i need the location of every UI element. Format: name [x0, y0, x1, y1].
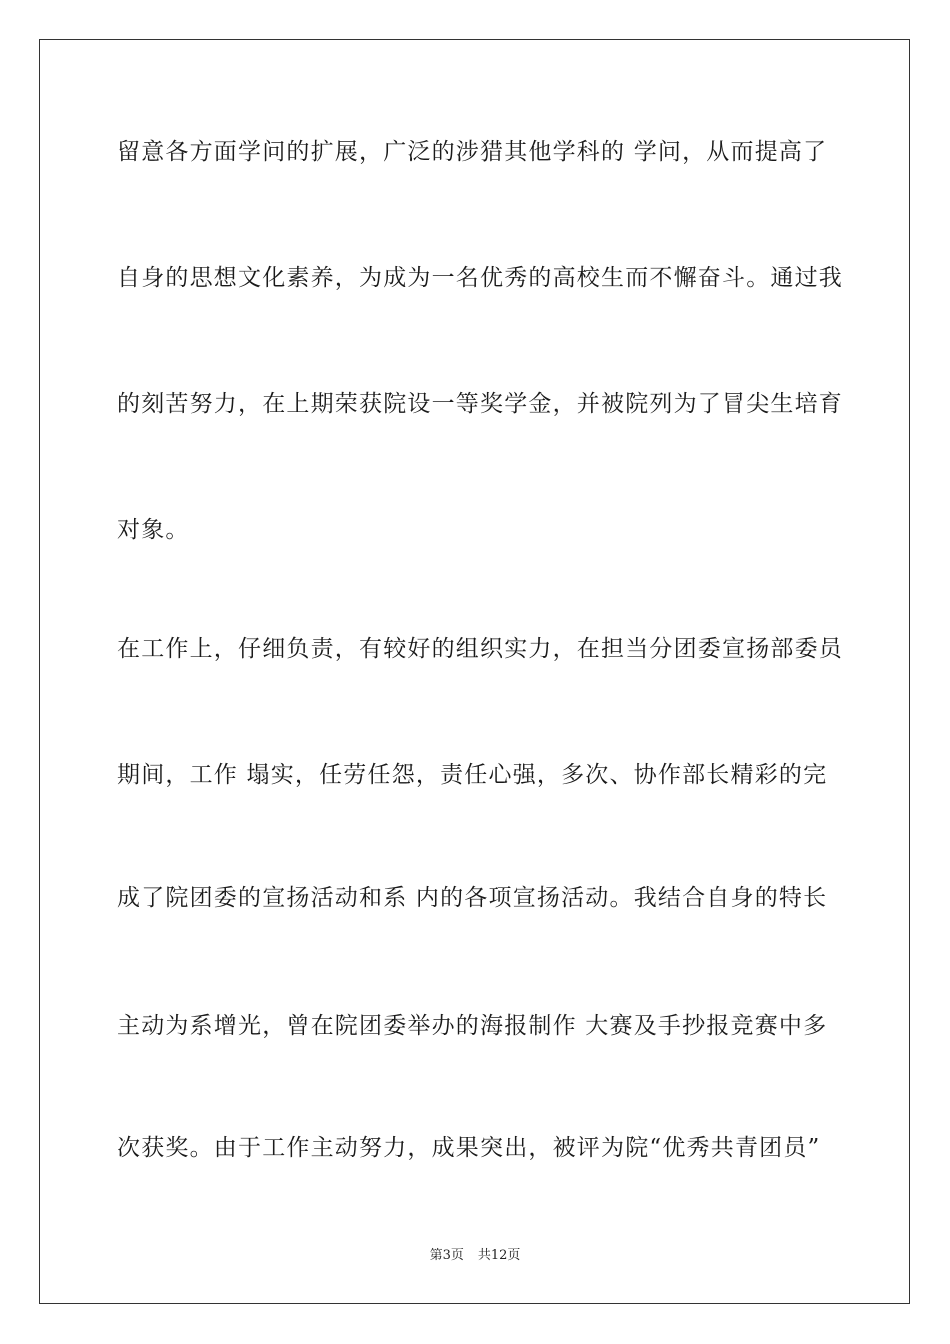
text-line-2: 自身的思想文化素养，为成为一名优秀的高校生而不懈奋斗。通过我: [117, 265, 843, 291]
text-line-3: 的刻苦努力，在上期荣获院设一等奖学金，并被院列为了冒尖生培育: [117, 391, 843, 417]
page-border: [39, 39, 910, 1304]
page-total: 共12页: [477, 1248, 521, 1263]
page-footer: [0, 1248, 950, 1264]
text-line-4: 对象。: [117, 517, 190, 543]
text-line-5: 在工作上，仔细负责，有较好的组织实力，在担当分团委宣扬部委员: [117, 636, 843, 662]
text-line-6: 期间，工作 塌实，任劳任怨，责任心强，多次、协作部长精彩的完: [117, 762, 828, 788]
text-line-8: 主动为系增光，曾在院团委举办的海报制作 大赛及手抄报竞赛中多: [117, 1013, 828, 1039]
page-number: 第3页: [429, 1248, 464, 1263]
text-line-7: 成了院团委的宣扬活动和系 内的各项宣扬活动。我结合自身的特长: [117, 885, 828, 911]
text-line-9: 次获奖。由于工作主动努力，成果突出，被评为院“优秀共青团员”: [117, 1135, 821, 1161]
text-line-1: 留意各方面学问的扩展，广泛的涉猎其他学科的 学问，从而提高了: [117, 139, 828, 165]
